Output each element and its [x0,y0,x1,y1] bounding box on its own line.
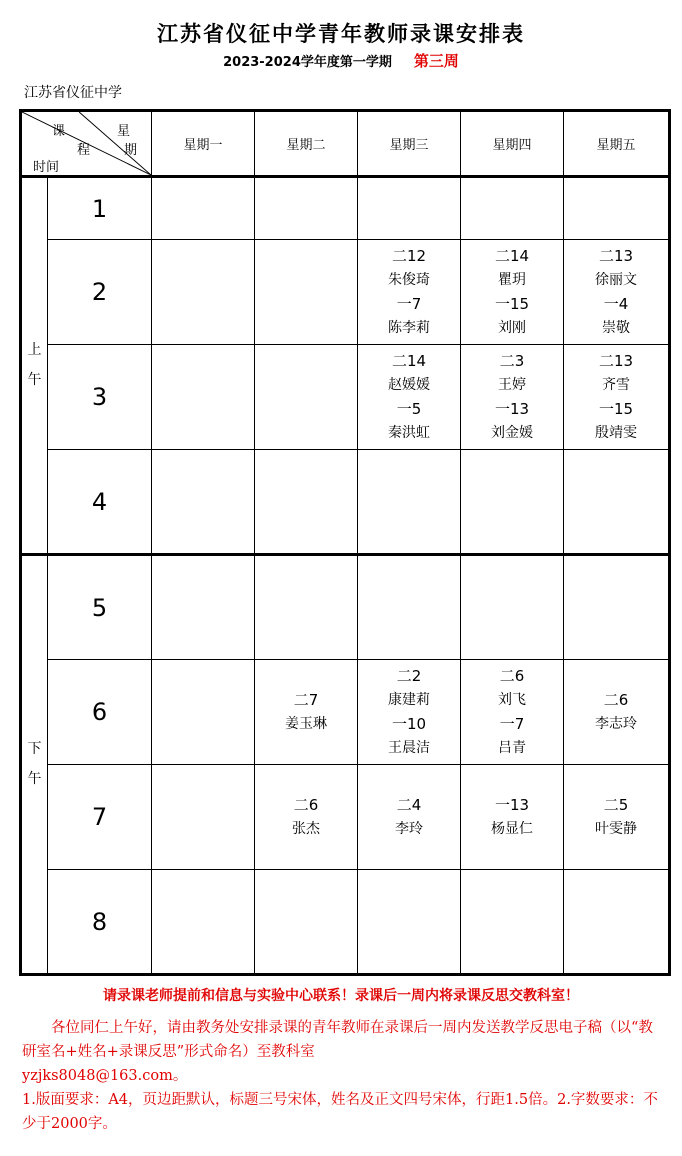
slot-cell: 二13 齐雪 一15 殷靖雯 [564,345,670,450]
term-label: 2023-2024学年度第一学期 [223,55,392,70]
corner-xing: 星 [117,124,131,139]
requirements-text: 1.版面要求：A4，页边距默认，标题三号宋体，姓名及正文四号宋体，行距1.5倍。2.字数要求：不少于2000字。 [22,1092,658,1132]
notice-banner: 请录课老师提前和信息与实验中心联系！录课后一周内将录课反思交教科室！ [103,988,579,1004]
slot-cell: 二4 李玲 [358,765,461,870]
slot-cell: 二6 张杰 [255,765,358,870]
slot-cell: 二12 朱俊琦 一7 陈李莉 [358,240,461,345]
slot-cell [255,450,358,555]
period-number: 7 [48,765,152,870]
slot-cell [461,177,564,240]
slot-cell [461,450,564,555]
table-row [21,240,670,345]
corner-qi: 期 [124,143,138,158]
slot-cell [152,555,255,660]
day-header-thu: 星期四 [461,111,564,177]
term-subtitle [0,50,682,71]
slot-cell [255,177,358,240]
slot-cell [564,450,670,555]
week-label: 第三周 [413,52,459,70]
period-number: 4 [48,450,152,555]
table-row [21,450,670,555]
slot-cell [255,870,358,975]
slot-cell [358,870,461,975]
slot-cell [152,345,255,450]
page-title: 江苏省仪征中学青年教师录课安排表 [157,21,525,46]
corner-shijian: 时间 [33,160,60,175]
morning-label: 上 午 [21,177,48,555]
email-text: yzjks8048@163.com。 [22,1068,188,1084]
slot-cell [564,555,670,660]
day-header-fri: 星期五 [564,111,670,177]
slot-cell [461,555,564,660]
period-number: 1 [48,177,152,240]
slot-cell: 二5 叶雯静 [564,765,670,870]
header-row [21,111,670,177]
slot-cell: 二6 李志玲 [564,660,670,765]
period-number: 5 [48,555,152,660]
slot-cell [255,345,358,450]
slot-cell [152,870,255,975]
table-row [21,660,670,765]
slot-cell [152,450,255,555]
slot-cell: 二7 姜玉琳 [255,660,358,765]
slot-cell: 一13 杨显仁 [461,765,564,870]
table-row [21,345,670,450]
slot-cell: 二14 赵媛媛 一5 秦洪虹 [358,345,461,450]
instructions [22,1016,667,1136]
day-header-tue: 星期二 [255,111,358,177]
slot-cell [358,450,461,555]
slot-cell [152,177,255,240]
corner-cell [21,111,152,177]
table-row [21,555,670,660]
slot-cell [152,660,255,765]
table-row [21,177,670,240]
slot-cell [461,870,564,975]
period-number: 3 [48,345,152,450]
day-header-mon: 星期一 [152,111,255,177]
slot-cell [255,240,358,345]
slot-cell: 二2 康建莉 一10 王晨洁 [358,660,461,765]
schedule-table [19,109,671,976]
afternoon-label: 下 午 [21,555,48,975]
slot-cell: 二6 刘飞 一7 吕青 [461,660,564,765]
slot-cell [358,555,461,660]
table-row [21,870,670,975]
slot-cell: 二13 徐丽文 一4 崇敬 [564,240,670,345]
slot-cell [564,177,670,240]
corner-ke: 课 [52,124,66,139]
slot-cell [564,870,670,975]
slot-cell [358,177,461,240]
corner-cheng: 程 [77,143,91,158]
slot-cell: 二3 王婷 一13 刘金媛 [461,345,564,450]
slot-cell: 二14 瞿玥 一15 刘刚 [461,240,564,345]
period-number: 6 [48,660,152,765]
period-number: 2 [48,240,152,345]
slot-cell [152,240,255,345]
day-header-wed: 星期三 [358,111,461,177]
school-name: 江苏省仪征中学 [24,85,122,101]
instructions-body: 各位同仁上午好，请由教务处安排录课的青年教师在录课后一周内发送教学反思电子稿（以“教研室名+姓名+录课反思”形式命名）至教科室 [22,1020,653,1060]
slot-cell [152,765,255,870]
slot-cell [255,555,358,660]
period-number: 8 [48,870,152,975]
table-row [21,765,670,870]
